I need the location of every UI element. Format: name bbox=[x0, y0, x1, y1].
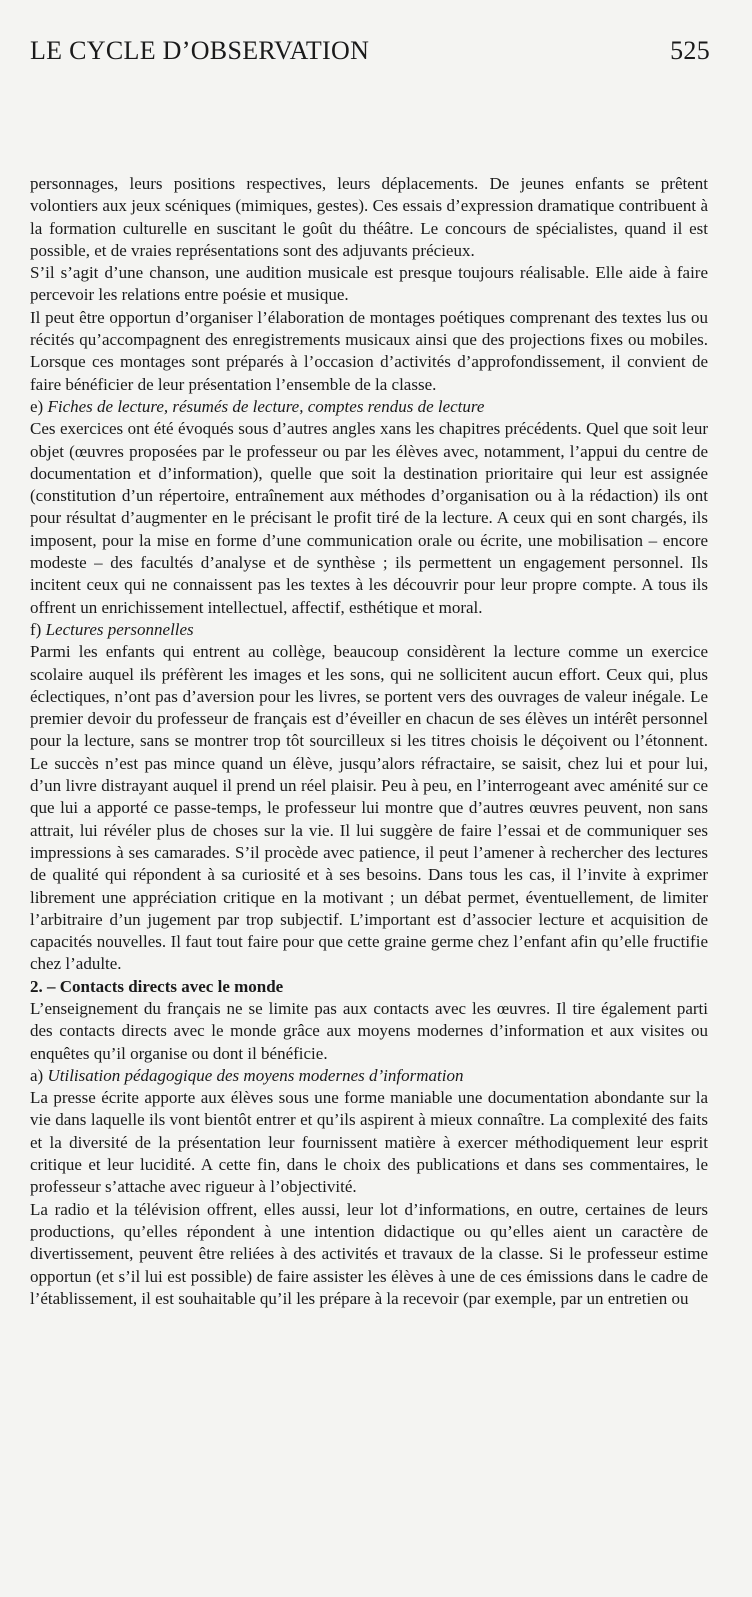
section-title: Utilisation pédagogique des moyens modernes d’information bbox=[47, 1065, 464, 1085]
paragraph: La presse écrite apporte aux élèves sous une forme maniable une documentation abondante sur la vie dans laquelle ils vont bientôt entrer et qu’ils aspirent à mieux connaître. La complexité des faits et la diversité de la présentation leur fournissent matière à exercer méthodiquement leur esprit critique et leur lucidité. A cette fin, dans le choix des publications et dans ses commentaires, le professeur s’attache avec rigueur à l’objectivité. bbox=[30, 1088, 708, 1197]
paragraph: La radio et la télévision offrent, elles aussi, leur lot d’informations, en outre, certaines de leurs productions, qu’elles répondent à une intention didactique ou qu’elles aient un caractère de divertissement, peuvent être reliées à des activités et travaux de la classe. Si le professeur estime opportun (et s’il lui est possible) de faire assister les élèves à une de ces émissions dans le cadre de l’établissement, il est souhaitable qu’il les prépare à la recevoir (par exemple, par un entretien ou bbox=[30, 1199, 708, 1308]
section-heading-e bbox=[30, 396, 708, 418]
section-heading-a bbox=[30, 1065, 708, 1087]
section-heading-2 bbox=[30, 976, 708, 998]
section-title: Fiches de lecture, résumés de lecture, comptes rendus de lecture bbox=[47, 396, 485, 416]
section-title: 2. – Contacts directs avec le monde bbox=[30, 976, 284, 996]
paragraph: L’enseignement du français ne se limite pas aux contacts avec les œuvres. Il tire également parti des contacts directs avec le monde grâce aux moyens modernes d’information et aux visites ou enquêtes qu’il organise ou dont il bénéficie. bbox=[30, 998, 708, 1063]
paragraph: S’il s’agit d’une chanson, une audition musicale est presque toujours réalisable. Elle aide à faire percevoir les relations entre poésie et musique. bbox=[30, 263, 708, 305]
paragraph: Ces exercices ont été évoqués sous d’autres angles xans les chapitres précédents. Quel que soit leur objet (œuvres proposées par le professeur ou par les élèves avec, notamment, l’appui du centre de documentation et d’information), quelle que soit la destination prioritaire qui leur est assignée (constitution d’un répertoire, entraînement aux méthodes d’organisation ou à la rédaction) ils ont pour résultat d’augmenter en le précisant le profit tiré de la lecture. A ceux qui en sont chargés, ils imposent, pour la mise en forme d’une communication orale ou écrite, une mobilisation – encore modeste – des facultés d’analyse et de synthèse ; ils permettent un engagement personnel. Ils incitent ceux qui ne connaissent pas les textes à les découvrir pour leur propre compte. A tous ils offrent un enrichissement intellectuel, affectif, esthétique et moral. bbox=[30, 419, 708, 617]
body-text bbox=[30, 173, 708, 1310]
section-heading-f bbox=[30, 619, 708, 641]
paragraph: personnages, leurs positions respectives, leurs déplacements. De jeunes enfants se prêtent volontiers aux jeux scéniques (mimiques, gestes). Ces essais d’expression dramatique contribuent à la formation culturelle en suscitant le goût du théâtre. Le concours de spécialistes, quand il est possible, et de vraies représentations sont des adjuvants précieux. bbox=[30, 174, 708, 260]
page-header bbox=[30, 36, 710, 66]
section-label: a) bbox=[30, 1065, 44, 1085]
paragraph: Il peut être opportun d’organiser l’élaboration de montages poétiques comprenant des textes lus ou récités qu’accompagnent des enregistrements musicaux ainsi que des projections fixes ou mobiles. Lorsque ces montages sont préparés à l’occasion d’activités d’approfondissement, il convient de faire bénéficier de leur présentation l’ensemble de la classe. bbox=[30, 307, 708, 394]
paragraph: Parmi les enfants qui entrent au collège, beaucoup considèrent la lecture comme un exercice scolaire auquel ils préfèrent les images et les sons, qui ne sollicitent aucun effort. Ceux qui, plus éclectiques, n’ont pas d’aversion pour les livres, se portent vers des ouvrages de valeur inégale. Le premier devoir du professeur de français est d’éveiller en chacun de ses élèves un intérêt personnel pour la lecture, sans se montrer trop tôt sourcilleux si les titres choisis le déçoivent ou l’étonnent. Le succès n’est pas mince quand un élève, jusqu’alors réfractaire, se saisit, chez lui et pour lui, d’un livre distrayant auquel il prend un réel plaisir. Peu à peu, en l’interrogeant avec aménité sur ce que lui a apporté ce passe-temps, le professeur lui montre que d’autres œuvres peuvent, non sans attrait, lui révéler plus de choses sur la vie. Il lui suggère de faire l’essai et de communiquer ses impressions à ses camarades. S’il procède avec patience, il peut l’amener à rechercher des lectures de qualité qui répondent à sa curiosité et à ses besoins. Dans tous les cas, il l’invite à exprimer librement une appréciation critique en la motivant ; un débat permet, éventuellement, de limiter l’arbitraire d’un jugement par trop subjectif. L’important est d’associer lecture et acquisition de capacités nouvelles. Il faut tout faire pour que cette graine germe chez l’enfant afin qu’elle fructifie chez l’adulte. bbox=[30, 642, 708, 974]
section-label: e) bbox=[30, 396, 44, 416]
section-label: f) bbox=[30, 619, 42, 639]
section-title: Lectures personnelles bbox=[45, 619, 194, 639]
running-title: LE CYCLE D’OBSERVATION bbox=[30, 36, 370, 65]
page-number: 525 bbox=[670, 36, 710, 65]
